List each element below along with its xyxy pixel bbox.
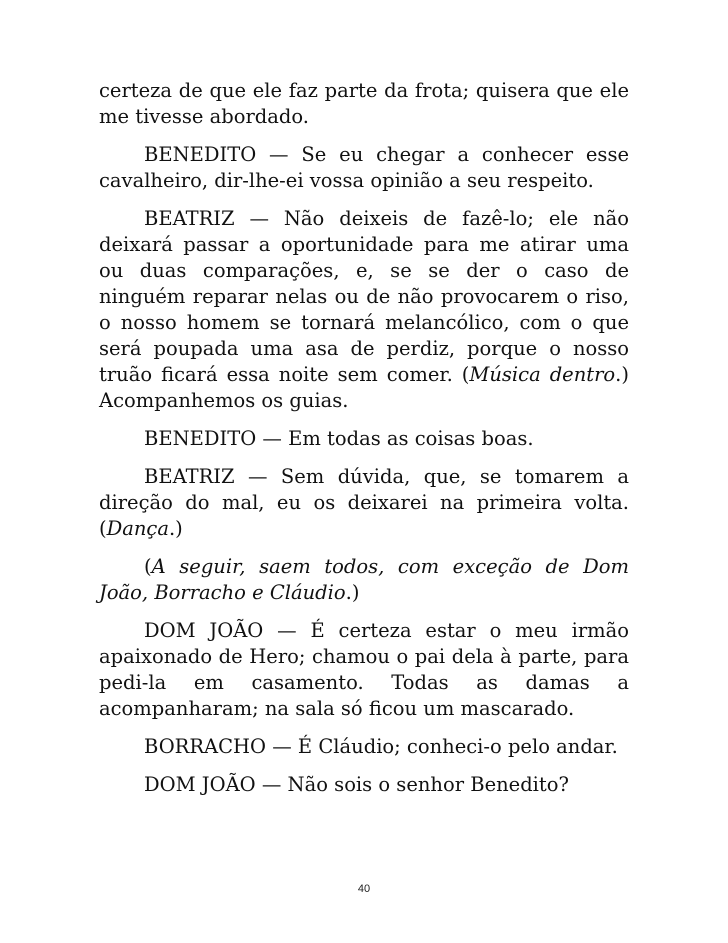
paragraph-text: DOM JOÃO — Não sois o senhor Benedito? [144,773,569,796]
paragraph-text: .) Acompanhemos os guias. [99,363,629,412]
page-number: 40 [357,883,371,895]
paragraph [99,426,629,452]
paragraph [99,734,629,760]
paragraph [99,206,629,414]
paragraph [99,618,629,722]
paragraph-text: BENEDITO — Se eu chegar a conhecer esse cavalheiro, dir-lhe-ei vossa opinião a seu respeito. [99,143,629,192]
paragraph-text: DOM JOÃO — É certeza estar o meu irmão apaixonado de Hero; chamou o pai dela à parte, para pedi-la em casamento. Todas as damas a acompanharam; na sala só ficou um mascarado. [99,619,629,720]
stage-direction-text: Dança [106,517,169,540]
stage-direction-text: Música dentro [469,363,616,386]
paragraph [99,772,629,798]
paragraph [99,464,629,542]
paragraph-text: ( [144,555,152,578]
paragraph [99,554,629,606]
paragraph-text: BEATRIZ — Não deixeis de fazê-lo; ele não deixará passar a oportunidade para me atirar uma ou duas comparações, e, se se der o caso de ninguém reparar nelas ou de não provocarem o riso, o nosso homem se tornará melancólico, com o que será poupada uma asa de perdiz, porque o nosso truão ficará essa noite sem comer. ( [99,207,629,386]
paragraph-text: BENEDITO — Em todas as coisas boas. [144,427,534,450]
paragraph-text: .) [168,517,183,540]
paragraph-text: .) [345,581,360,604]
paragraph-text: BEATRIZ — Sem dúvida, que, se tomarem a direção do mal, eu os deixarei na primeira volta. ( [99,465,629,540]
stage-direction-text: A seguir, saem todos, com exceção de Dom João, Borracho e Cláudio [99,555,629,604]
paragraph-text: BORRACHO — É Cláudio; conheci-o pelo andar. [144,735,618,758]
paragraph [99,142,629,194]
page-body [99,78,629,810]
paragraph-text: certeza de que ele faz parte da frota; quisera que ele me tivesse abordado. [99,79,629,128]
paragraph [99,78,629,130]
